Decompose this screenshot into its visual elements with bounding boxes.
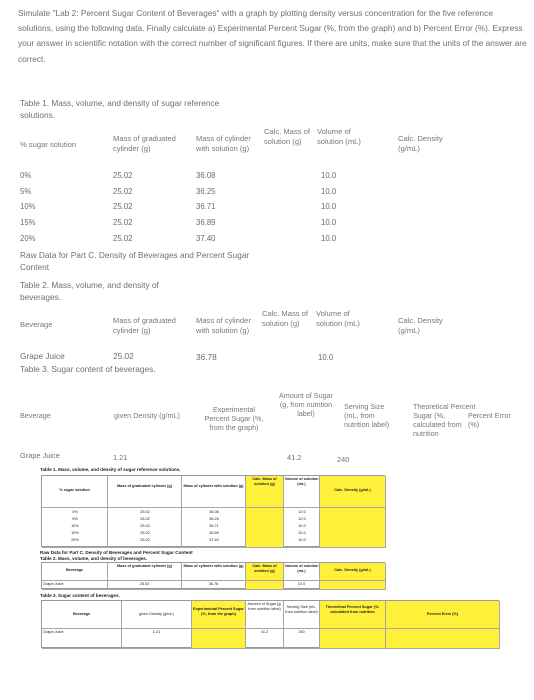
table1-header-cyl: Mass of graduated cylinder (g): [113, 134, 176, 153]
table3-serving: 240: [337, 455, 350, 464]
mini-table3-caption: Table 3. Sugar content of beverages.: [40, 593, 120, 598]
embedded-tables-image: [20, 466, 520, 658]
mini-t2-header: Volume of solution (mL): [284, 563, 320, 581]
mini-pct: 20%: [71, 538, 79, 542]
mini-t3-cell: [386, 629, 500, 649]
mini-pct: 15%: [71, 531, 79, 535]
mini-t2-header: Calc. Mass of solution (g): [246, 563, 284, 581]
table1-vol: 10.0: [321, 187, 337, 196]
mini-pct: 10%: [71, 524, 79, 528]
mini-t3-cell: Grape Juice: [42, 629, 122, 649]
table2-with: 36.78: [196, 352, 217, 362]
table2-header-mass: Calc. Mass of solution (g): [262, 309, 308, 328]
table1-pct: 10%: [20, 202, 36, 211]
mini-with: 36.71: [209, 524, 219, 528]
mini-t1-header: Volume of solution (mL): [284, 476, 320, 508]
table3-header-exp: Experimental Percent Sugar (%, from the graph): [204, 405, 264, 432]
table2-header-density: Calc. Density (g/mL): [398, 316, 443, 335]
table3-header-density: given Density (g/mL): [114, 411, 180, 420]
mini-pct: 5%: [72, 517, 78, 521]
mini-t1-header: % sugar solution: [42, 476, 108, 508]
table2-header-vol: Volume of solution (mL): [316, 309, 360, 328]
mini-vol: 10.0: [298, 510, 306, 514]
mini-t2-header: Beverage: [42, 563, 108, 581]
mini-t2-header: Mass of graduated cylinder (g): [108, 563, 182, 581]
table3-caption: Table 3. Sugar content of beverages.: [20, 364, 156, 374]
table3-density: 1.21: [113, 453, 128, 462]
table2-vol: 10.0: [318, 353, 334, 362]
table1-header-vol: Volume of solution (mL): [317, 127, 361, 146]
mini-table3: [41, 600, 499, 648]
mini-with: 37.40: [209, 538, 219, 542]
table1-cyl: 25.02: [113, 187, 133, 196]
mini-with: 36.89: [209, 531, 219, 535]
table3-bev: Grape Juice: [20, 451, 60, 460]
mini-t1-header: Mass of cylinder with solution (g): [182, 476, 246, 508]
mini-pct: 0%: [72, 510, 78, 514]
mini-t3-header: Amount of Sugar (g, from nutrition label): [246, 601, 284, 629]
mini-with: 36.08: [209, 510, 219, 514]
table1-vol: 10.0: [321, 234, 337, 243]
mini-t3-header: Beverage: [42, 601, 122, 629]
table1-pct: 15%: [20, 218, 36, 227]
mini-vol: 10.0: [298, 538, 306, 542]
table1-vol: 10.0: [321, 218, 337, 227]
mini-t3-cell: 1.21: [122, 629, 192, 649]
table1-with: 36.89: [196, 218, 216, 227]
table1-cyl: 25.02: [113, 171, 133, 180]
table2-caption: Table 2. Mass, volume, and density of beverages.: [20, 280, 159, 302]
table2-header-bev: Beverage: [20, 320, 53, 329]
mini-cyl: 25.02: [140, 510, 150, 514]
mini-vol: 10.0: [298, 531, 306, 535]
mini-table1-caption: Table 1. Mass, volume, and density of sugar reference solutions.: [40, 467, 181, 472]
table1-header-pct: % sugar solution: [20, 140, 77, 149]
mini-t3-header: Experimental Percent Sugar (%, from the graph): [192, 601, 246, 629]
table2-cyl: 25.02: [113, 351, 134, 361]
mini-t1-header: Calc. Mass of solution (g): [246, 476, 284, 508]
mini-t2-cell: [320, 581, 386, 590]
mini-t3-cell: [320, 629, 386, 649]
mini-table2-caption: Table 2. Mass, volume, and density of beverages.: [40, 556, 148, 561]
mini-t1-header: Calc. Density (g/mL): [320, 476, 386, 508]
table3-header-amount: Amount of Sugar (g, from nutrition label): [279, 391, 333, 418]
table1-vol: 10.0: [321, 202, 337, 211]
table1-caption: Table 1. Mass, volume, and density of sugar reference solutions.: [20, 98, 220, 120]
mini-table2: [41, 562, 385, 589]
instructions-paragraph: Simulate "Lab 2: Percent Sugar Content of Beverages" with a graph by plotting density versus concentration for the five reference solutions, using the following data. Finally calculate a) Experimental Percent Sugar (%, from the graph) and b) Percent Error (%). Express your answer in scientific notation with the correct number of significant figures. If there are units, make sure that the units of the answer are correct.: [18, 8, 527, 64]
mini-t1-col: [246, 508, 284, 548]
table3-sugar: 41.2: [287, 453, 302, 462]
mini-t2-header: Calc. Density (g/mL): [320, 563, 386, 581]
table1-header-mass: Calc. Mass of solution (g): [264, 127, 310, 146]
mini-t2-cell: 25.02: [108, 581, 182, 590]
table1-vol: 10.0: [321, 171, 337, 180]
table1-pct: 0%: [20, 171, 32, 180]
mini-t2-cell: 36.78: [182, 581, 246, 590]
mini-cyl: 25.02: [140, 524, 150, 528]
mini-t3-header: Theoretical Percent Sugar (%, calculated from nutrition: [320, 601, 386, 629]
table2-bev: Grape Juice: [20, 351, 65, 361]
mini-t2-cell: 10.0: [284, 581, 320, 590]
mini-t1-col: [320, 508, 386, 548]
table1-cyl: 25.02: [113, 202, 133, 211]
mini-vol: 10.0: [298, 517, 306, 521]
table1-with: 36.71: [196, 202, 216, 211]
mini-with: 36.25: [209, 517, 219, 521]
table1-cyl: 25.02: [113, 218, 133, 227]
mini-cyl: 25.02: [140, 538, 150, 542]
mini-table1: [41, 475, 385, 547]
mini-t3-cell: 41.2: [246, 629, 284, 649]
table2-header-cyl: Mass of graduated cylinder (g): [113, 316, 176, 335]
mini-t2-cell: Grape Juice: [42, 581, 108, 590]
mini-t3-cell: [192, 629, 246, 649]
mini-t2-cell: [246, 581, 284, 590]
table2-header-with: Mass of cylinder with solution (g): [196, 316, 251, 335]
mini-cyl: 25.02: [140, 517, 150, 521]
mini-t3-header: Percent Error (%): [386, 601, 500, 629]
table1-with: 37.40: [196, 234, 216, 243]
mini-t3-cell: 240: [284, 629, 320, 649]
mini-vol: 10.0: [298, 524, 306, 528]
mini-t3-header: given Density (g/mL): [122, 601, 192, 629]
table3-header-theoretical: Theoretical Percent Sugar (%, calculated from nutrition: [413, 402, 476, 438]
mini-partc-title: Raw Data for Part C. Density of Beverages and Percent Sugar Content: [40, 550, 193, 555]
table1-with: 36.25: [196, 187, 216, 196]
table1-with: 36.08: [196, 171, 216, 180]
mini-cyl: 25.02: [140, 531, 150, 535]
table1-pct: 5%: [20, 187, 32, 196]
mini-t1-header: Mass of graduated cylinder (g): [108, 476, 182, 508]
mini-t2-header: Mass of cylinder with solution (g): [182, 563, 246, 581]
table1-cyl: 25.02: [113, 234, 133, 243]
partc-title: Raw Data for Part C. Density of Beverages and Percent Sugar Content: [20, 250, 250, 272]
table1-header-density: Calc. Density (g/mL): [398, 134, 443, 153]
table1-header-with: Mass of cylinder with solution (g): [196, 134, 251, 153]
mini-t3-header: Serving Size (mL, from nutrition label): [284, 601, 320, 629]
table3-header-error: Percent Error (%): [468, 411, 511, 429]
table3-header-bev: Beverage: [20, 411, 51, 420]
table1-pct: 20%: [20, 234, 36, 243]
table3-header-serving: Serving Size (mL, from nutrition label): [344, 402, 390, 429]
